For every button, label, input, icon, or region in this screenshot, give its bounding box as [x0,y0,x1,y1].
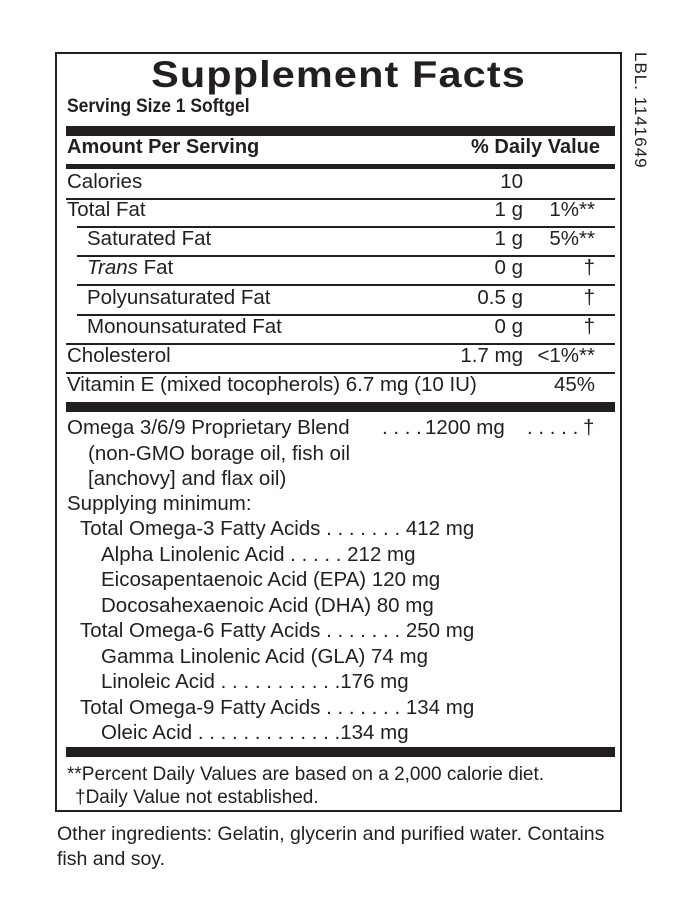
fatty-acid-line: Linoleic Acid . . . . . . . . . . .176 mg [101,670,409,693]
nutrient-name: Vitamin E (mixed tocopherols) 6.7 mg (10 IU) [67,373,477,396]
amount-per-serving-header: Amount Per Serving [67,136,260,158]
blend-name: Omega 3/6/9 Proprietary Blend [67,416,350,439]
fatty-acid-line: Gamma Linolenic Acid (GLA) 74 mg [101,645,428,668]
nutrient-name: Calories [67,170,143,193]
blend-dots-dv: . . . . . [527,416,579,439]
fatty-acid-line: Docosahexaenoic Acid (DHA) 80 mg [101,594,434,617]
label-number-text: LBL. 1141649 [631,52,650,169]
nutrient-dv: 1%** [549,198,595,221]
supplying-minimum: Supplying minimum: [67,492,252,515]
nutrient-name: Cholesterol [67,344,171,367]
nutrient-name: Polyunsaturated Fat [87,286,271,309]
nutrient-amount: 1 g [494,227,523,250]
blend-description-line: [anchovy] and flax oil) [88,467,287,490]
nutrient-amount: 1 g [494,198,523,221]
thick-divider-bottom [66,747,615,757]
nutrient-name: Monounsaturated Fat [87,315,282,338]
nutrient-amount: 0 g [494,315,523,338]
nutrient-amount: 10 [500,170,523,193]
medium-divider [66,164,615,169]
blend-description-line: (non-GMO borage oil, fish oil [88,442,351,465]
panel-title: Supplement Facts [151,54,526,95]
nutrient-dv: † [583,286,595,309]
nutrient-row-saturated-fat [66,227,615,255]
nutrient-dv: 5%** [549,227,595,250]
nutrient-name [87,256,173,280]
nutrient-name-italic: Trans [87,256,138,279]
supplement-facts-panel [55,52,622,812]
blend-dots: . . . . [382,416,422,439]
nutrient-dv: † [583,315,595,338]
blend-amount: 1200 mg [425,416,505,439]
footnote-not-established: †Daily Value not established. [75,787,319,808]
footnote-daily-value: **Percent Daily Values are based on a 2,000 calorie diet. [67,764,545,785]
nutrient-row-polyunsaturated-fat [66,286,615,314]
fatty-acid-line: Total Omega-6 Fatty Acids . . . . . . . 250 mg [80,619,475,642]
nutrient-name-rest: Fat [137,256,174,279]
thick-divider-middle [66,402,615,412]
nutrient-name: Saturated Fat [87,227,212,250]
nutrient-name: Total Fat [67,198,146,221]
fatty-acid-line: Total Omega-9 Fatty Acids . . . . . . . 134 mg [80,696,475,719]
nutrient-row-trans-fat [66,256,615,284]
nutrient-row-vitamin-e [66,373,615,401]
nutrient-row-cholesterol [66,344,615,372]
nutrient-amount: 1.7 mg [460,344,523,367]
nutrient-dv: † [583,256,595,279]
nutrient-row-calories [66,170,615,198]
thick-divider-top [66,126,615,136]
fatty-acid-line: Eicosapentaenoic Acid (EPA) 120 mg [101,568,441,591]
nutrient-dv: 45% [553,373,595,396]
other-ingredients: Other ingredients: Gelatin, glycerin and purified water. Contains fish and soy. [57,823,605,870]
fatty-acid-line: Alpha Linolenic Acid . . . . . 212 mg [101,543,416,566]
serving-size: Serving Size 1 Softgel [67,96,250,117]
nutrient-amount: 0.5 g [477,286,523,309]
nutrient-row-monounsaturated-fat [66,315,615,343]
daily-value-header: % Daily Value [471,136,600,158]
nutrient-amount: 0 g [494,256,523,279]
nutrient-row-total-fat [66,198,615,226]
fatty-acid-line: Oleic Acid . . . . . . . . . . . . .134 mg [101,721,409,744]
blend-dv: † [583,416,595,439]
fatty-acid-line: Total Omega-3 Fatty Acids . . . . . . . 412 mg [80,517,475,540]
nutrient-dv: <1%** [537,344,595,367]
